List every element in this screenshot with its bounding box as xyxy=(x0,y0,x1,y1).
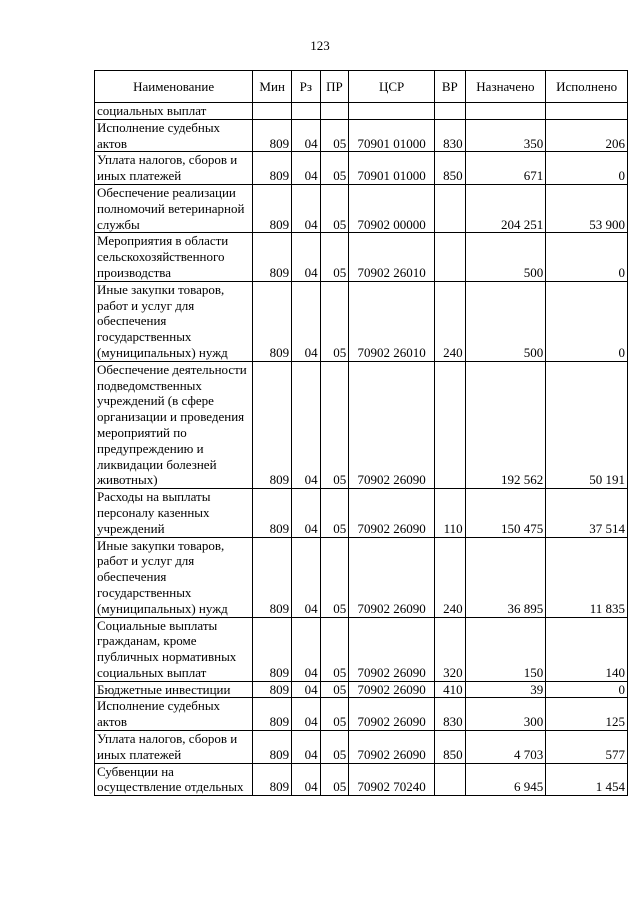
table-row xyxy=(95,537,628,617)
cell-executed: 0 xyxy=(546,233,628,281)
cell-vr xyxy=(434,103,465,120)
cell-csr: 70901 01000 xyxy=(349,119,435,152)
cell-rz: 04 xyxy=(292,184,321,232)
cell-vr: 320 xyxy=(434,617,465,681)
cell-min: 809 xyxy=(253,763,292,796)
cell-csr: 70902 26090 xyxy=(349,731,435,764)
cell-vr: 830 xyxy=(434,698,465,731)
page-number: 123 xyxy=(310,38,330,53)
table-row xyxy=(95,698,628,731)
cell-name: Уплата налогов, сборов и иных платежей xyxy=(95,731,253,764)
cell-rz: 04 xyxy=(292,152,321,185)
cell-vr xyxy=(434,184,465,232)
table-row xyxy=(95,731,628,764)
header-rz: Рз xyxy=(292,71,321,103)
cell-vr xyxy=(434,233,465,281)
cell-min: 809 xyxy=(253,698,292,731)
cell-pr: 05 xyxy=(320,731,349,764)
table-row xyxy=(95,233,628,281)
header-name: Наименование xyxy=(95,71,253,103)
table-row xyxy=(95,763,628,796)
cell-executed: 125 xyxy=(546,698,628,731)
cell-assigned: 350 xyxy=(465,119,546,152)
cell-executed: 206 xyxy=(546,119,628,152)
cell-vr: 410 xyxy=(434,681,465,698)
cell-executed: 140 xyxy=(546,617,628,681)
cell-pr: 05 xyxy=(320,281,349,361)
table-row xyxy=(95,361,628,488)
cell-pr: 05 xyxy=(320,361,349,488)
cell-name: Исполнение судебных актов xyxy=(95,119,253,152)
cell-min: 809 xyxy=(253,152,292,185)
cell-min: 809 xyxy=(253,184,292,232)
cell-vr: 850 xyxy=(434,731,465,764)
cell-min: 809 xyxy=(253,281,292,361)
cell-min: 809 xyxy=(253,537,292,617)
cell-csr xyxy=(349,103,435,120)
table-row xyxy=(95,281,628,361)
cell-pr: 05 xyxy=(320,233,349,281)
cell-pr: 05 xyxy=(320,681,349,698)
cell-pr: 05 xyxy=(320,698,349,731)
cell-min xyxy=(253,103,292,120)
cell-vr xyxy=(434,361,465,488)
cell-csr: 70902 26090 xyxy=(349,361,435,488)
cell-rz: 04 xyxy=(292,763,321,796)
cell-min: 809 xyxy=(253,119,292,152)
header-assigned: Назначено xyxy=(465,71,546,103)
cell-pr: 05 xyxy=(320,537,349,617)
cell-name: Иные закупки товаров, работ и услуг для обеспечения государственных (муниципальных) нужд xyxy=(95,537,253,617)
cell-assigned: 500 xyxy=(465,281,546,361)
header-csr: ЦСР xyxy=(349,71,435,103)
cell-csr: 70902 00000 xyxy=(349,184,435,232)
cell-min: 809 xyxy=(253,681,292,698)
cell-name: Бюджетные инвестиции xyxy=(95,681,253,698)
cell-assigned: 500 xyxy=(465,233,546,281)
table-row xyxy=(95,152,628,185)
cell-min: 809 xyxy=(253,361,292,488)
cell-executed: 577 xyxy=(546,731,628,764)
cell-vr: 850 xyxy=(434,152,465,185)
cell-csr: 70902 26010 xyxy=(349,281,435,361)
cell-name: Расходы на выплаты персоналу казенных учреждений xyxy=(95,489,253,537)
header-executed: Исполнено xyxy=(546,71,628,103)
cell-name: Обеспечение деятельности подведомственных учреждений (в сфере организации и проведения мероприятий по предупреждению и ликвидации болезней животных) xyxy=(95,361,253,488)
table-row xyxy=(95,681,628,698)
cell-name: Субвенции на осуществление отдельных xyxy=(95,763,253,796)
cell-assigned: 6 945 xyxy=(465,763,546,796)
cell-rz: 04 xyxy=(292,281,321,361)
table-row xyxy=(95,617,628,681)
cell-vr: 830 xyxy=(434,119,465,152)
cell-name: Уплата налогов, сборов и иных платежей xyxy=(95,152,253,185)
cell-name: социальных выплат xyxy=(95,103,253,120)
cell-rz: 04 xyxy=(292,617,321,681)
cell-assigned: 150 xyxy=(465,617,546,681)
cell-rz: 04 xyxy=(292,361,321,488)
cell-name: Иные закупки товаров, работ и услуг для обеспечения государственных (муниципальных) нужд xyxy=(95,281,253,361)
cell-pr: 05 xyxy=(320,489,349,537)
cell-rz xyxy=(292,103,321,120)
budget-table xyxy=(94,70,628,796)
cell-rz: 04 xyxy=(292,537,321,617)
cell-executed: 0 xyxy=(546,681,628,698)
table-row xyxy=(95,489,628,537)
cell-csr: 70902 26090 xyxy=(349,489,435,537)
table-row xyxy=(95,184,628,232)
cell-rz: 04 xyxy=(292,119,321,152)
cell-vr: 240 xyxy=(434,281,465,361)
cell-executed: 53 900 xyxy=(546,184,628,232)
cell-assigned xyxy=(465,103,546,120)
cell-executed: 0 xyxy=(546,281,628,361)
cell-min: 809 xyxy=(253,731,292,764)
cell-rz: 04 xyxy=(292,489,321,537)
table-header-row xyxy=(95,71,628,103)
cell-executed: 0 xyxy=(546,152,628,185)
cell-vr: 240 xyxy=(434,537,465,617)
cell-name: Исполнение судебных актов xyxy=(95,698,253,731)
table-row xyxy=(95,103,628,120)
cell-min: 809 xyxy=(253,617,292,681)
cell-vr: 110 xyxy=(434,489,465,537)
cell-assigned: 150 475 xyxy=(465,489,546,537)
cell-csr: 70902 26090 xyxy=(349,537,435,617)
cell-assigned: 192 562 xyxy=(465,361,546,488)
cell-assigned: 36 895 xyxy=(465,537,546,617)
cell-min: 809 xyxy=(253,489,292,537)
cell-assigned: 300 xyxy=(465,698,546,731)
table-row xyxy=(95,119,628,152)
cell-csr: 70902 26090 xyxy=(349,617,435,681)
cell-name: Обеспечение реализации полномочий ветеринарной службы xyxy=(95,184,253,232)
cell-assigned: 39 xyxy=(465,681,546,698)
cell-csr: 70902 26010 xyxy=(349,233,435,281)
cell-executed: 11 835 xyxy=(546,537,628,617)
cell-rz: 04 xyxy=(292,698,321,731)
cell-vr xyxy=(434,763,465,796)
cell-rz: 04 xyxy=(292,681,321,698)
cell-min: 809 xyxy=(253,233,292,281)
cell-rz: 04 xyxy=(292,731,321,764)
header-pr: ПР xyxy=(320,71,349,103)
cell-csr: 70902 26090 xyxy=(349,681,435,698)
cell-rz: 04 xyxy=(292,233,321,281)
cell-csr: 70901 01000 xyxy=(349,152,435,185)
cell-executed: 50 191 xyxy=(546,361,628,488)
cell-pr: 05 xyxy=(320,763,349,796)
header-min: Мин xyxy=(253,71,292,103)
cell-pr: 05 xyxy=(320,617,349,681)
cell-pr: 05 xyxy=(320,152,349,185)
cell-pr: 05 xyxy=(320,119,349,152)
cell-executed xyxy=(546,103,628,120)
cell-pr xyxy=(320,103,349,120)
header-vr: ВР xyxy=(434,71,465,103)
cell-csr: 70902 26090 xyxy=(349,698,435,731)
table-body xyxy=(95,103,628,796)
cell-name: Социальные выплаты гражданам, кроме публичных нормативных социальных выплат xyxy=(95,617,253,681)
cell-assigned: 671 xyxy=(465,152,546,185)
cell-assigned: 4 703 xyxy=(465,731,546,764)
cell-executed: 37 514 xyxy=(546,489,628,537)
cell-executed: 1 454 xyxy=(546,763,628,796)
cell-csr: 70902 70240 xyxy=(349,763,435,796)
cell-pr: 05 xyxy=(320,184,349,232)
cell-assigned: 204 251 xyxy=(465,184,546,232)
cell-name: Мероприятия в области сельскохозяйственного производства xyxy=(95,233,253,281)
